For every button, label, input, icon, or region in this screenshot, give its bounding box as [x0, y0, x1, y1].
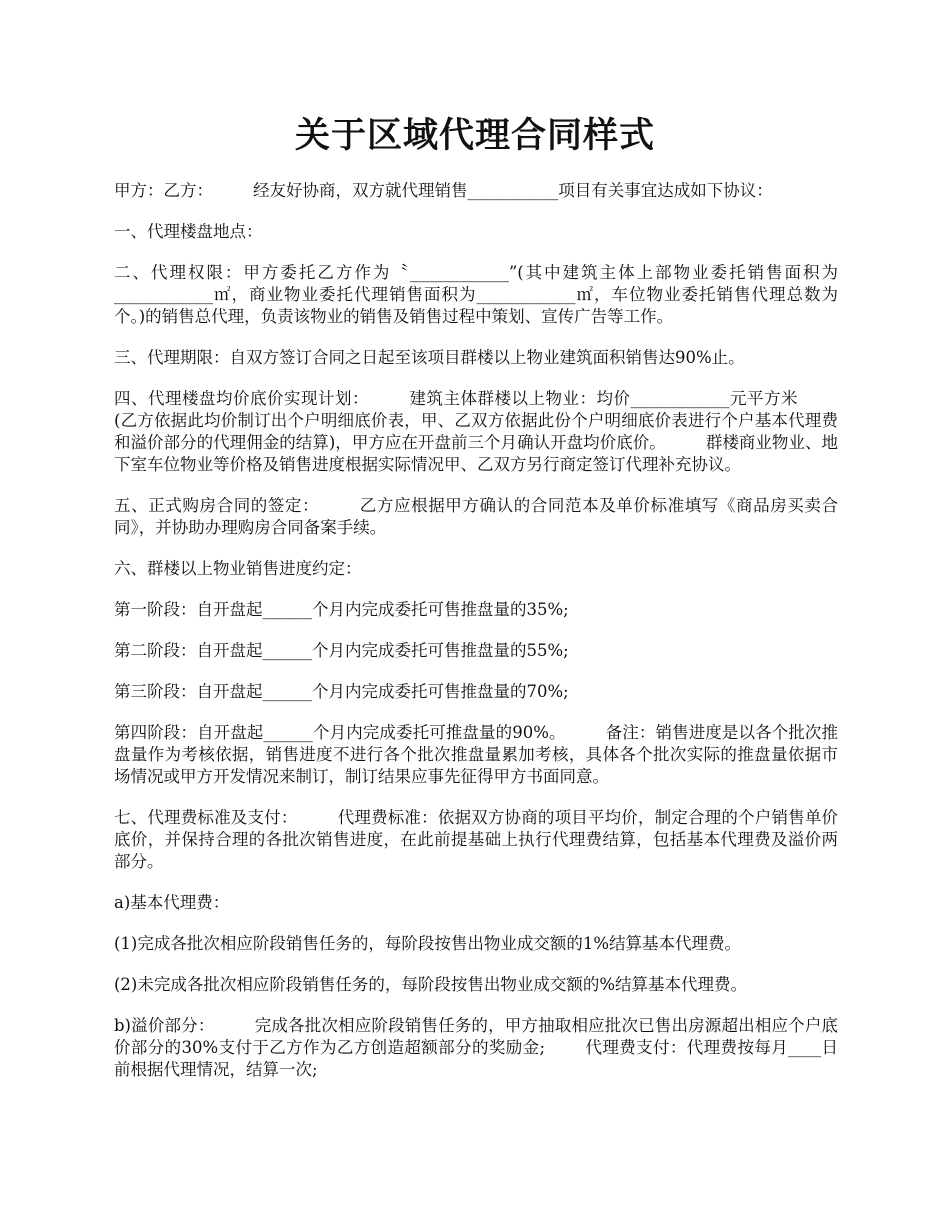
paragraph-fee-standard: 七、代理费标准及支付： 代理费标准：依据双方协商的项目平均价，制定合理的个户销售单价底价，并保持合理的各批次销售进度，在此前提基础上执行代理费结算，包括基本代理费及溢价两部分。: [114, 808, 839, 871]
document-body: [114, 180, 838, 1100]
paragraph-price-plan: 四、代理楼盘均价底价实现计划： 建筑主体群楼以上物业：均价____________元平方米(乙方依据此均价制订出个户明细底价表，甲、乙双方依据此份个户明细底价表进行个户基本代理费和溢价部分的代理佣金的结算)，甲方应在开盘前三个月确认开盘均价底价。 群楼商业物业、地下室车位物业等价格及销售进度根据实际情况甲、乙双方另行商定签订代理补充协议。: [114, 389, 838, 474]
paragraph-premium: b)溢价部分： 完成各批次相应阶段销售任务的，甲方抽取相应批次已售出房源超出相应个户底价部分的30%支付于乙方作为乙方创造超额部分的奖励金; 代理费支付：代理费按每月____日前根据代理情况，结算一次;: [114, 1016, 839, 1079]
paragraph-stage-1: 第一阶段：自开盘起______个月内完成委托可售推盘量的35%;: [114, 600, 569, 619]
paragraph-intro: 甲方：乙方： 经友好协商，双方就代理销售___________项目有关事宜达成如下协议：: [114, 181, 773, 200]
paragraph-basic-fee: a)基本代理费：: [114, 893, 230, 912]
document-title: 关于区域代理合同样式: [294, 115, 655, 156]
paragraph-basic-fee-2: (2)未完成各批次相应阶段销售任务的，每阶段按售出物业成交额的%结算基本代理费。: [114, 975, 748, 994]
paragraph-basic-fee-1: (1)完成各批次相应阶段销售任务的，每阶段按售出物业成交额的1%结算基本代理费。: [114, 934, 742, 953]
paragraph-location: 一、代理楼盘地点：: [114, 222, 263, 241]
paragraph-authority: 二、代理权限：甲方委托乙方作为〝____________”(其中建筑主体上部物业委托销售面积为____________㎡，商业物业委托代理销售面积为____________㎡，车位物业委托销售代理总数为个。)的销售总代理，负责该物业的销售及销售过程中策划、宣传广告等工作。: [114, 263, 838, 326]
paragraph-stage-4: 第四阶段：自开盘起______个月内完成委托可推盘量的90%。 备注：销售进度是以各个批次推盘量作为考核依据，销售进度不进行各个批次推盘量累加考核，具体各个批次实际的推盘量依据市场情况或甲方开发情况来制订，制订结果应事先征得甲方书面同意。: [114, 723, 838, 786]
paragraph-sales-progress: 六、群楼以上物业销售进度约定：: [114, 559, 362, 578]
paragraph-purchase-contract: 五、正式购房合同的签定： 乙方应根据甲方确认的合同范本及单价标准填写《商品房买卖合同》，并协助办理购房合同备案手续。: [114, 496, 839, 537]
paragraph-stage-2: 第二阶段：自开盘起______个月内完成委托可售推盘量的55%;: [114, 641, 569, 660]
paragraph-term: 三、代理期限：自双方签订合同之日起至该项目群楼以上物业建筑面积销售达90%止。: [114, 348, 745, 367]
paragraph-stage-3: 第三阶段：自开盘起______个月内完成委托可售推盘量的70%;: [114, 682, 569, 701]
